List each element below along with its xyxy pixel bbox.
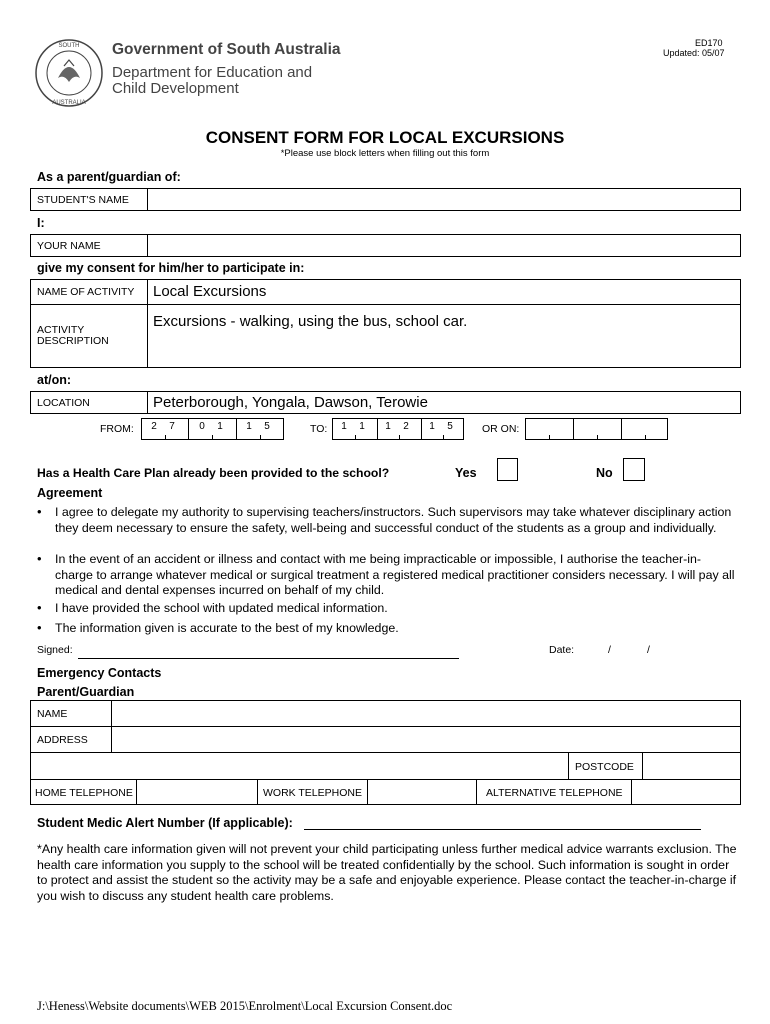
from-date-box[interactable]	[141, 418, 284, 440]
agreement-item: I have provided the school with updated medical information.	[55, 601, 388, 615]
location-label: LOCATION	[37, 397, 90, 409]
yes-label: Yes	[455, 466, 477, 480]
bullet-icon: •	[37, 600, 42, 615]
work-telephone-label: WORK TELEPHONE	[263, 787, 362, 799]
emergency-heading: Emergency Contacts	[37, 666, 162, 680]
footnote: *Any health care information given will not prevent your child participating unless further medical advice warrants exclusion. The health care information you supply to the school will be treated confidentially by the school. Such information is sought in order to protect and assist the student so the activity may be a safe and enjoyable experience. Please contact the teacher-in-charge if you wish to discuss any student health care problems.	[37, 842, 737, 903]
home-telephone-label: HOME TELEPHONE	[35, 787, 133, 799]
alternative-telephone-label: ALTERNATIVE TELEPHONE	[486, 787, 623, 799]
alternative-telephone-field[interactable]	[633, 780, 739, 804]
address-field[interactable]	[113, 727, 739, 751]
date-separator: /	[647, 644, 650, 656]
from-day-2: 7	[169, 421, 175, 432]
or-on-label: OR ON:	[482, 423, 520, 435]
to-month-1: 1	[385, 421, 391, 432]
health-question: Has a Health Care Plan already been provided to the school?	[37, 466, 390, 480]
yes-checkbox[interactable]	[497, 458, 518, 481]
from-day-1: 2	[151, 421, 157, 432]
location-field[interactable]: Peterborough, Yongala, Dawson, Terowie	[153, 394, 428, 411]
bullet-icon: •	[37, 551, 42, 566]
file-path: J:\Heness\Website documents\WEB 2015\Enrolment\Local Excursion Consent.doc	[37, 999, 453, 1013]
medic-alert-line[interactable]	[304, 829, 701, 830]
to-year-2: 5	[447, 421, 453, 432]
your-name-row	[30, 234, 741, 257]
bullet-icon: •	[37, 620, 42, 635]
updated-date: Updated: 05/07	[663, 48, 725, 58]
to-day-1: 1	[341, 421, 347, 432]
form-code: ED170	[695, 38, 723, 48]
to-date-box[interactable]	[332, 418, 464, 440]
parent-heading: Parent/Guardian	[37, 685, 135, 699]
signature-line[interactable]	[78, 658, 459, 659]
activity-name-label: NAME OF ACTIVITY	[37, 286, 135, 298]
from-year-2: 5	[264, 421, 270, 432]
postcode-field[interactable]	[644, 753, 739, 778]
to-month-2: 2	[403, 421, 409, 432]
activity-desc-label-2: DESCRIPTION	[37, 335, 109, 347]
bullet-icon: •	[37, 504, 42, 519]
dept-line-2: Child Development	[112, 80, 239, 97]
your-name-label: YOUR NAME	[37, 240, 101, 252]
logo-seal	[34, 38, 104, 108]
dept-line-1: Department for Education and	[112, 64, 313, 81]
no-checkbox[interactable]	[623, 458, 645, 481]
page-subtitle: *Please use block letters when filling out this form	[280, 148, 490, 159]
activity-table	[30, 279, 741, 368]
svg-text:SOUTH: SOUTH	[58, 43, 80, 49]
agreement-item: In the event of an accident or illness and contact with me being impracticable or impossible, I authorise the teacher-in-charge to arrange whatever medical or surgical treatment a registered medical practitioner considers necessary. I will pay all medical and dental expenses incurred on behalf of my child.	[55, 552, 735, 597]
agreement-item: The information given is accurate to the best of my knowledge.	[55, 621, 399, 635]
student-name-row	[30, 188, 741, 211]
to-day-2: 1	[359, 421, 365, 432]
address-line-2-field[interactable]	[33, 753, 566, 778]
name-field[interactable]	[113, 701, 739, 725]
student-name-field[interactable]	[151, 189, 739, 210]
agreement-heading: Agreement	[37, 486, 103, 500]
postcode-label: POSTCODE	[575, 761, 634, 773]
to-year-1: 1	[429, 421, 435, 432]
signed-label: Signed:	[37, 644, 73, 656]
no-label: No	[596, 466, 613, 480]
contacts-table	[30, 700, 741, 805]
from-label: FROM:	[100, 423, 134, 435]
gov-name: Government of South Australia	[112, 41, 341, 58]
student-name-label: STUDENT'S NAME	[37, 194, 129, 206]
activity-desc-label-1: ACTIVITY	[37, 324, 85, 336]
from-month-1: 0	[199, 421, 205, 432]
from-year-1: 1	[246, 421, 252, 432]
agreement-item: I agree to delegate my authority to supervising teachers/instructors. Such supervisors may take whatever disciplinary action they deem necessary to ensure the safety, well-being and successful conduct of the students as a group and individually.	[55, 505, 732, 535]
from-month-2: 1	[217, 421, 223, 432]
your-name-field[interactable]	[151, 235, 739, 256]
home-telephone-field[interactable]	[138, 780, 256, 804]
location-row	[30, 391, 741, 414]
section-consent-heading: give my consent for him/her to participate in:	[37, 261, 305, 275]
svg-text:AUSTRALIA: AUSTRALIA	[52, 100, 86, 106]
medic-alert-label: Student Medic Alert Number (If applicable):	[37, 816, 293, 830]
section-i-heading: I:	[37, 216, 45, 230]
date-label: Date:	[549, 644, 575, 656]
or-on-date-box[interactable]	[525, 418, 668, 440]
activity-desc-field[interactable]: Excursions - walking, using the bus, school car.	[153, 313, 468, 330]
date-separator: /	[608, 644, 611, 656]
activity-name-field[interactable]: Local Excursions	[153, 283, 267, 300]
section-aton-heading: at/on:	[37, 373, 72, 387]
to-label: TO:	[310, 423, 328, 435]
address-label: ADDRESS	[37, 734, 88, 746]
name-label: NAME	[37, 708, 68, 720]
work-telephone-field[interactable]	[369, 780, 475, 804]
section-parent-heading: As a parent/guardian of:	[37, 170, 181, 184]
page-title: CONSENT FORM FOR LOCAL EXCURSIONS	[205, 128, 565, 147]
